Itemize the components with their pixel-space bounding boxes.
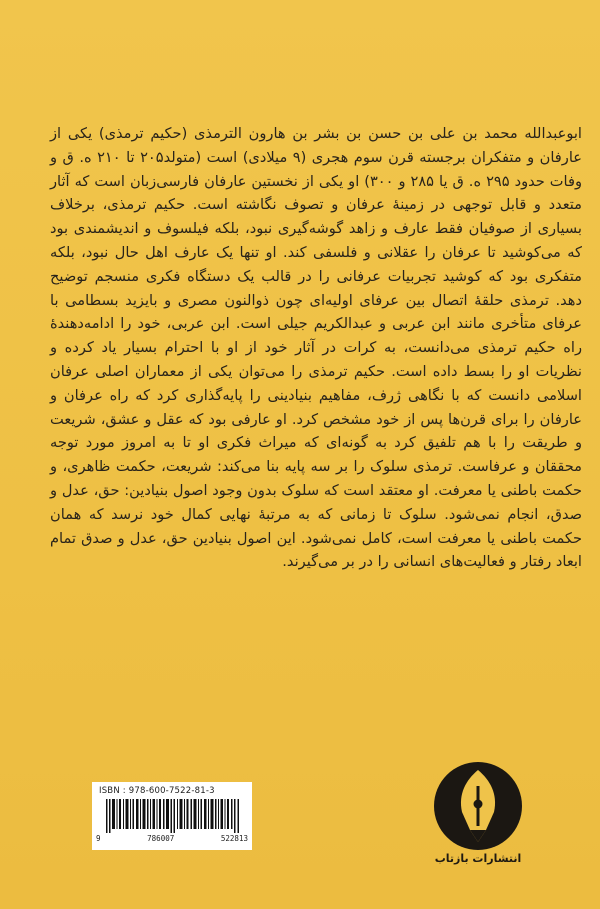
description-paragraph: ابوعبدالله محمد بن علی بن حسن بن بشر بن هارون الترمذی (حکیم ترمذی) یکی از عارفان و متفکران برجسته قرن سوم هجری (۹ میلادی) است (متولد۲۰۵ تا ۲۱۰ ه. ق و وفات حدود ۲۹۵ ه. ق یا ۲۸۵ و ۳۰۰) او یکی از نخستین عارفان فارسی‌زبان است که آثار متعدد و قابل توجهی در زمینهٔ عرفان و تصوف نگاشته است. حکیم ترمذی، برخلاف بسیاری از صوفیان فقط عارف و زاهد گوشه‌گیری نبود، بلکه فیلسوف و اندیشمندی بود که می‌کوشید تا عرفان را عقلانی و فلسفی کند. او تنها یک عارف اهل حال نبود، بلکه متفکری بود که کوشید تجربیات عرفانی را در قالب یک دستگاه فکری منسجم توضیح دهد. ترمذی حلقهٔ اتصال بین عرفای اولیه‌ای چون ذوالنون مصری و بایزید بسطامی با عرفای متأخری مانند ابن عربی و عبدالکریم جیلی است. ابن عربی، خود را ادامه‌دهندهٔ راه حکیم ترمذی می‌دانست، به کرات در آثار خود از او با احترام بسیار یاد کرده و نظریات او را بسط داده است. حکیم ترمذی را می‌توان یکی از معماران اصلی عرفان اسلامی دانست که با نگاهی ژرف، مفاهیم بنیادینی را پایه‌گذاری کرد که راه عرفان و عارفان را برای قرن‌ها پس از خود مشخص کرد. او عارفی بود که عقل و عشق، شریعت و طریقت را با هم تلفیق کرد به گونه‌ای که میراث فکری او تا به امروز مورد توجه محققان و عرفاست. ترمذی سلوک را بر سه پایه بنا می‌کند: شریعت، حکمت ظاهری، و حکمت باطنی یا معرفت. او معتقد است که سلوک بدون وجود اصول بنیادین: حق، عدل و صدق، انجام نمی‌شود. سلوک تا زمانی که به مرتبهٔ نهایی کمال خود نرسد که همان حکمت باطنی یا معرفت است، کامل نمی‌شود. این اصول بنیادین حق، عدل و صدق تمام ابعاد رفتار و فعالیت‌های انسانی را در بر می‌گیرند. (50, 125, 583, 571)
barcode-icon (106, 799, 242, 833)
isbn-label: ISBN : 978-600-7522-81-3 (99, 786, 215, 796)
barcode-digits (96, 834, 248, 843)
barcode-digit-first: 9 (96, 834, 101, 843)
barcode-digit-right: 522813 (220, 834, 248, 843)
barcode-block (92, 782, 252, 850)
barcode-digit-left: 786007 (147, 834, 175, 843)
publisher-name: انتشارات بازتاب (434, 852, 522, 865)
pen-nib-logo-icon (432, 760, 524, 852)
